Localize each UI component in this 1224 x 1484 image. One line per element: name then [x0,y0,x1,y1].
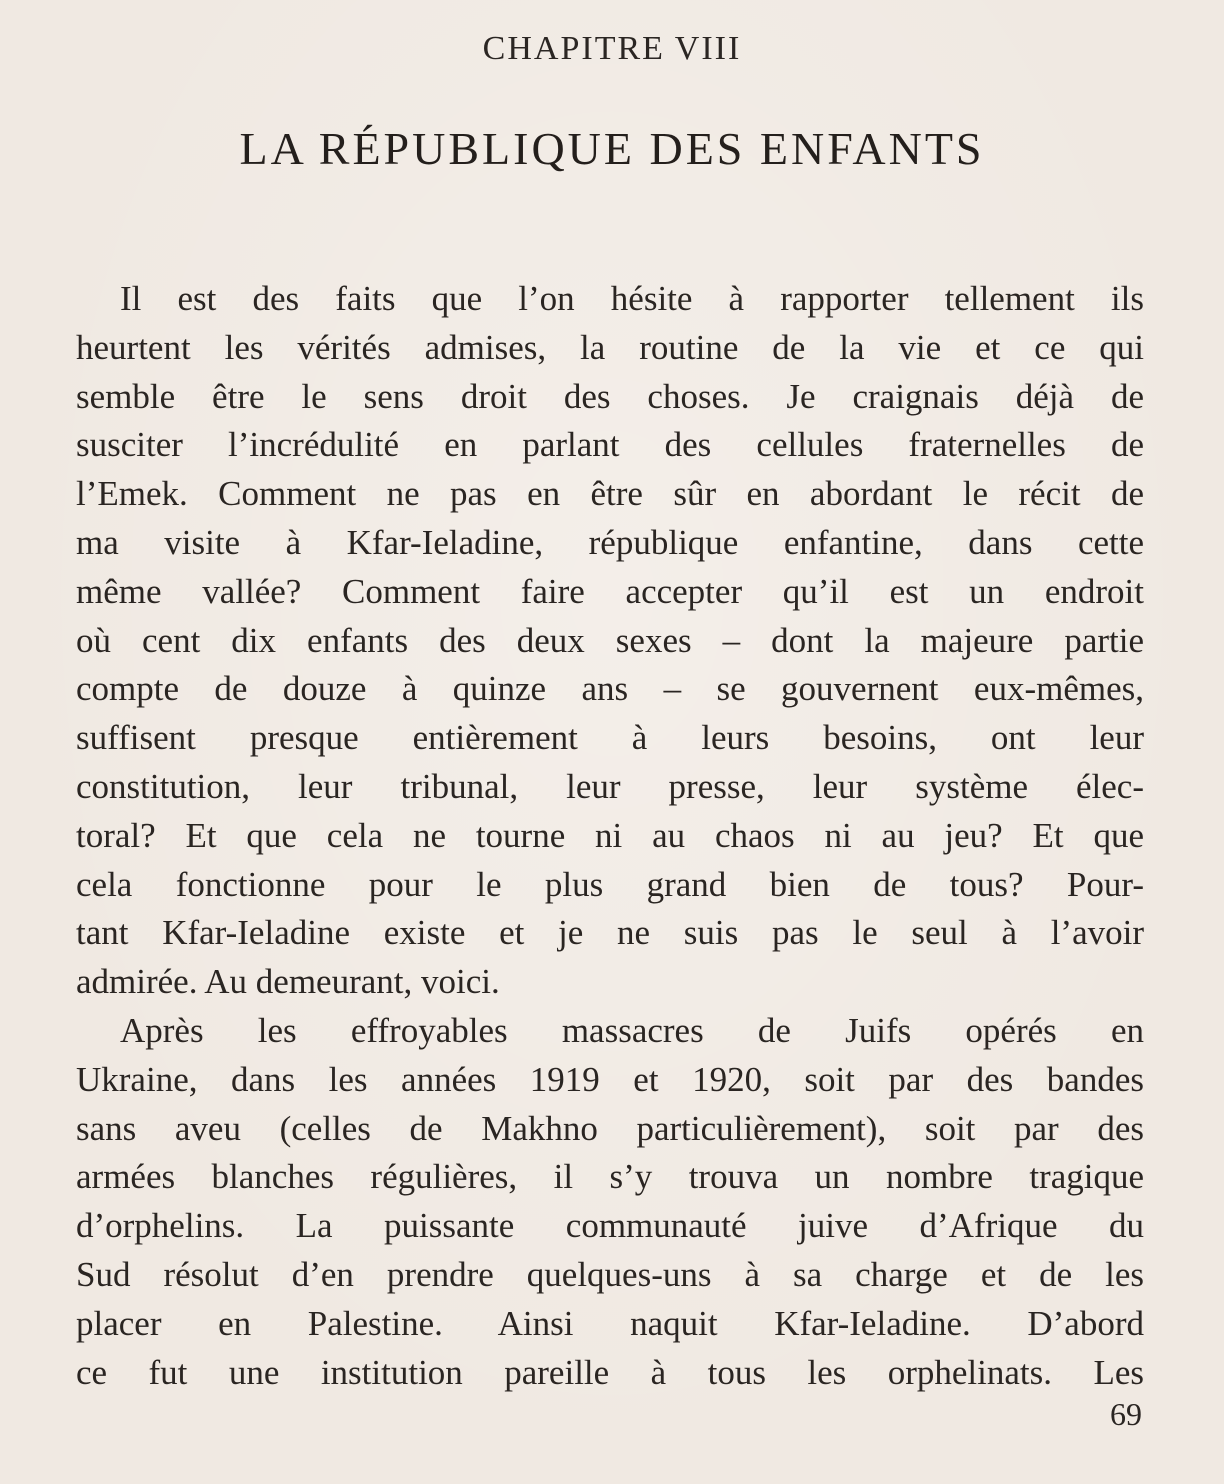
text-line: Il est des faits que l’on hésite à rapporter tellement ils [120,279,1144,318]
body-text [76,275,1144,1397]
text-line: semble être le sens droit des choses. Je craignais déjà de [76,376,1144,416]
text-line: compte de douze à quinze ans – se gouvernent eux-mêmes, [76,669,1144,709]
text-line: armées blanches régulières, il s’y trouva un nombre tragique [76,1157,1144,1197]
text-line: toral? Et que cela ne tourne ni au chaos ni au jeu? Et que [76,815,1144,855]
text-line: Ukraine, dans les années 1919 et 1920, soit par des bandes [76,1059,1144,1099]
text-line: heurtent les vérités admises, la routine de la vie et ce qui [76,327,1144,367]
page-number: 69 [1110,1396,1142,1432]
text-line: Après les effroyables massacres de Juifs opérés en [120,1010,1144,1050]
text-line: ce fut une institution pareille à tous les orphelinats. Les [76,1352,1144,1392]
text-line: sans aveu (celles de Makhno particulièrement), soit par des [76,1108,1144,1148]
text-line: l’Emek. Comment ne pas en être sûr en abordant le récit de [76,474,1144,514]
text-line: cela fonctionne pour le plus grand bien de tous? Pour- [76,864,1144,904]
text-line: où cent dix enfants des deux sexes – dont la majeure partie [76,620,1144,660]
text-line: tant Kfar-Ieladine existe et je ne suis pas le seul à l’avoir [76,913,1144,953]
text-line: même vallée? Comment faire accepter qu’il est un endroit [76,571,1144,611]
text-line: placer en Palestine. Ainsi naquit Kfar-Ieladine. D’abord [76,1303,1144,1343]
text-line: ma visite à Kfar-Ieladine, république enfantine, dans cette [76,522,1144,562]
text-line: Sud résolut d’en prendre quelques-uns à sa charge et de les [76,1254,1144,1294]
text-line: suffisent presque entièrement à leurs besoins, ont leur [76,718,1144,758]
text-line: d’orphelins. La puissante communauté juive d’Afrique du [76,1206,1144,1246]
chapter-title: LA RÉPUBLIQUE DES ENFANTS [239,123,985,174]
chapter-number: CHAPITRE VIII [482,30,742,67]
text-line: constitution, leur tribunal, leur presse, leur système élec- [76,766,1144,806]
text-line: admirée. Au demeurant, voici. [76,962,500,1002]
text-line: susciter l’incrédulité en parlant des cellules fraternelles de [76,425,1144,465]
